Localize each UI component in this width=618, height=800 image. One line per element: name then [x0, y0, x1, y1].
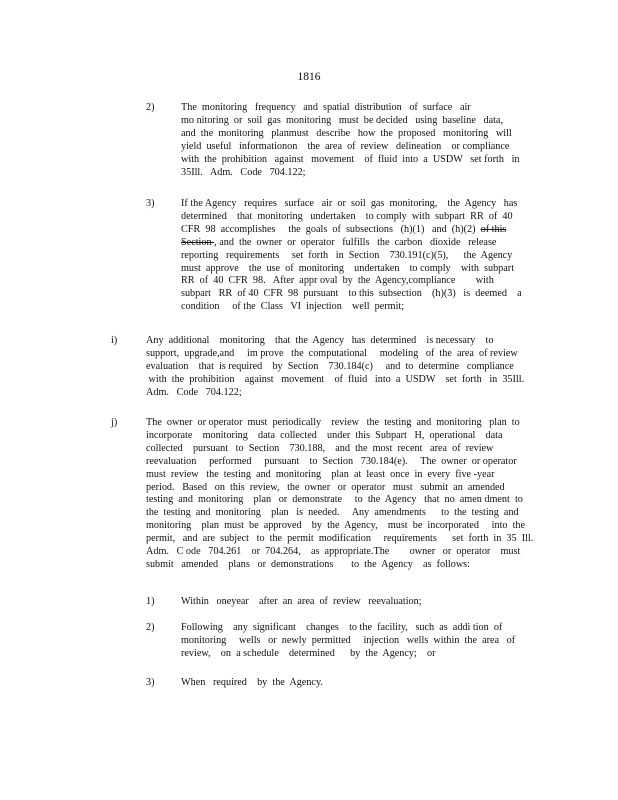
paragraph-sub-2 [181, 622, 515, 661]
text-line [181, 237, 522, 250]
paragraph-item-i [146, 335, 524, 400]
paragraph-item-2 [181, 102, 520, 179]
text-line: period. Based on this review, the owner or operator must submit an amended [146, 481, 505, 493]
text-line: yield useful informationon the area of review delineation or compliance [181, 140, 510, 152]
text-line: If the Agency requires surface air or soil gas monitoring, the Agency has [181, 198, 518, 209]
struck-text: Section [181, 236, 215, 248]
text-line: When required by the Agency. [181, 677, 323, 688]
text-line: reevaluation performed pursuant to Section 730.184(e). The owner or operator [146, 455, 517, 467]
paragraph-sub-1 [181, 596, 422, 609]
text-line: and the monitoring planmust describe how the proposed monitoring will [181, 127, 512, 139]
paragraph-sub-3 [181, 677, 323, 690]
text-line [181, 224, 522, 237]
text-line: submit amended plans or demonstrations to the Agency as follows: [146, 558, 470, 570]
text-line: Within oneyear after an area of review reevaluation; [181, 596, 422, 607]
text-line: subpart RR of 40 CFR 98 pursuant to this subsection (h)(3) is deemed a [181, 288, 522, 300]
text-line: monitoring plan must be approved by the Agency, must be incorporated into the [146, 520, 526, 532]
text-line: determined that monitoring undertaken to comply with subpart RR of 40 [181, 210, 513, 222]
text-line: condition of the Class VI injection well permit; [181, 301, 405, 313]
list-marker: 2) [146, 102, 155, 113]
text-line: permit, and are subject to the permit modification requirements set forth in 35 Ill. [146, 533, 534, 545]
text-line: monitoring wells or newly permitted injection wells within the area of [181, 634, 516, 646]
text-line: incorporate monitoring data collected under this Subpart H, operational data [146, 429, 503, 441]
page-number: 1816 [297, 71, 321, 83]
text-line: evaluation that is required by Section 730.184(c) and to determine compliance [146, 360, 514, 372]
paragraph-item-j [146, 417, 533, 572]
text-line: with the prohibition against movement of fluid into a USDW set forth in [181, 153, 520, 165]
text-line: The monitoring frequency and spatial distribution of surface air [181, 102, 471, 113]
text-line: the testing and monitoring plan is needed. Any amendments to the testing and [146, 507, 519, 519]
text-line: with the prohibition against movement of fluid into a USDW set forth in 35Ill. [146, 373, 525, 385]
list-marker: i) [111, 335, 118, 346]
text-line: must approve the use of monitoring undertaken to comply with subpart [181, 262, 515, 274]
text-segment: , and the owner or operator fulfills the carbon dioxide release [214, 236, 497, 248]
text-line: reporting requirements set forth in Section 730.191(c)(5), the Agency [181, 249, 513, 261]
text-line: Following any significant changes to the facility, such as addi tion of [181, 622, 503, 633]
list-marker: 3) [146, 677, 155, 688]
list-marker: 3) [146, 198, 155, 209]
text-line: must review the testing and monitoring plan at least once in every five -year [146, 468, 495, 480]
text-line: The owner or operator must periodically review the testing and monitoring plan to [146, 417, 520, 428]
text-line: testing and monitoring plan or demonstrate to the Agency that no amen dment to [146, 494, 523, 506]
text-line: 35Ill. Adm. Code 704.122; [181, 166, 306, 178]
text-line: mo nitoring or soil gas monitoring must be decided using baseline data, [181, 114, 503, 126]
text-line: support, upgrade,and im prove the computational modeling of the area of review [146, 347, 518, 359]
list-marker: 1) [146, 596, 155, 607]
text-line: Adm. Code 704.122; [146, 386, 242, 398]
text-line: RR of 40 CFR 98. After appr oval by the Agency,compliance with [181, 275, 494, 287]
struck-text: of this [480, 223, 507, 235]
paragraph-item-3 [181, 198, 522, 314]
text-line: collected pursuant to Section 730.188, and the most recent area of review [146, 442, 494, 454]
text-line: review, on a schedule determined by the Agency; or [181, 647, 436, 659]
text-line: Adm. C ode 704.261 or 704.264, as appropriate.The owner or operator must [146, 546, 521, 558]
list-marker: j) [111, 417, 118, 428]
list-marker: 2) [146, 622, 155, 633]
text-segment: CFR 98 accomplishes the goals of subsections (h)(1) and (h)(2) [181, 223, 481, 235]
text-line: Any additional monitoring that the Agency has determined is necessary to [146, 335, 494, 346]
